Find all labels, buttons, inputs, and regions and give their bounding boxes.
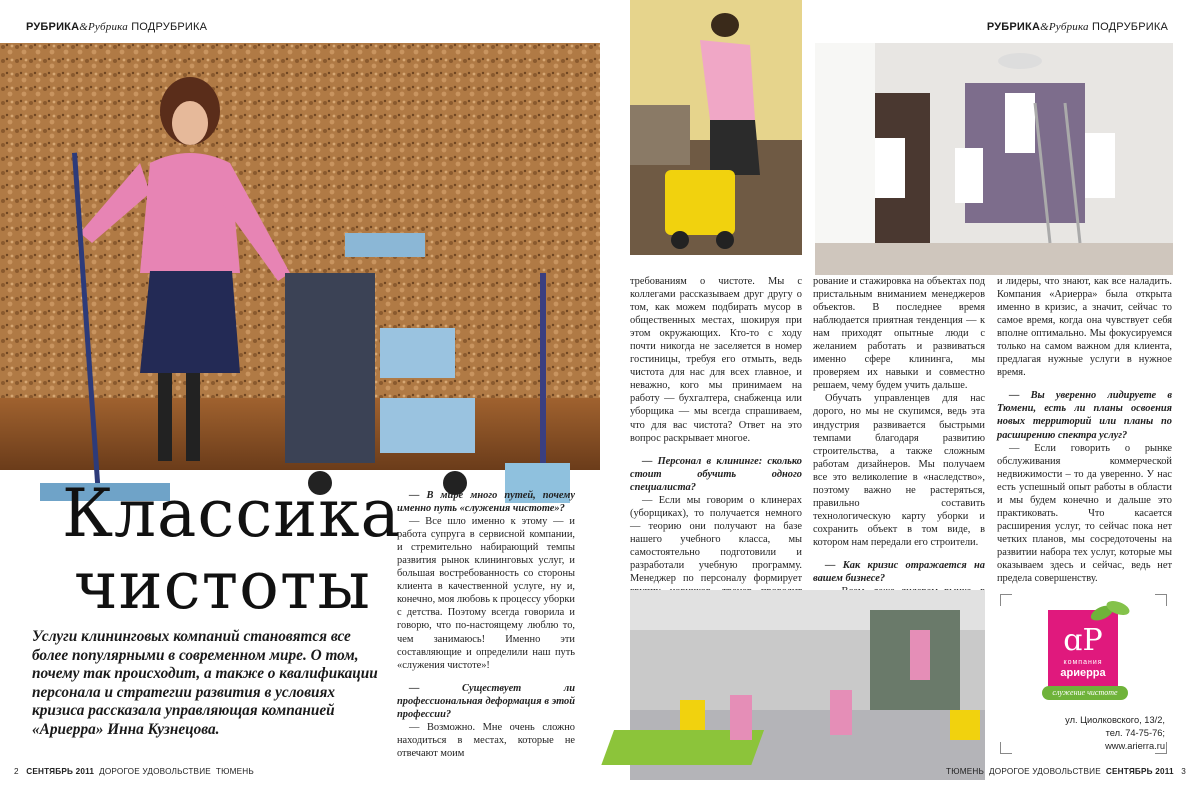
- photo-vacuum-cleaner: [630, 0, 802, 255]
- address-phone: тел. 74-75-76;: [1105, 728, 1165, 738]
- text-column-4: [997, 275, 1172, 585]
- crop-mark: [1000, 753, 1012, 754]
- interview-question: — Как кризис отражается на вашем бизнесе?: [813, 559, 985, 585]
- issue-month: СЕНТЯБРЬ 2011: [1105, 767, 1174, 776]
- interview-question: — Существует ли профессиональная деформация в этой профессии?: [397, 682, 575, 720]
- magazine-name: ДОРОГОЕ УДОВОЛЬСТВИЕ: [99, 767, 211, 776]
- photo-team-cleaning-room: [815, 43, 1173, 275]
- crop-mark: [1155, 753, 1167, 754]
- interview-question: — Вы уверенно лидируете в Тюмени, есть ли планы освоения новых территорий или планы по расширению спектра услуг?: [997, 390, 1172, 441]
- interview-paragraph: — Возможно. Мне очень сложно находиться в местах, которые не отвечают моим: [397, 721, 575, 759]
- article-lead: [32, 628, 384, 740]
- page-number: 3: [1181, 767, 1186, 776]
- photo-hall-cleaning: [630, 590, 985, 780]
- rubric-label: РУБРИКА: [26, 21, 80, 33]
- logo-slogan: служение чистоте: [1042, 686, 1128, 700]
- subrubric-label: ПОДРУБРИКА: [131, 21, 208, 33]
- text-column-2: [630, 275, 802, 585]
- rubric-header-left: [26, 21, 207, 33]
- text-column-3: [813, 275, 985, 585]
- interview-question: — Персонал в клининге: сколько стоит обучить одного специалиста?: [630, 455, 802, 493]
- article-title: [62, 475, 401, 624]
- company-address: [1000, 714, 1165, 753]
- interview-paragraph: — Если говорить о рынке обслуживания коммерческой недвижимости – то да уверенно. У нас есть успешный опыт работы в области и мы будем конечно и дальше это практиковать. Что касается расширения услуг, то сейчас пока нет четких планов, мы сосредоточены на развитии набора тех услуг, которые мы оказываем здесь и сейчас, ведь нет предела совершенству.: [997, 442, 1172, 585]
- page-number: 2: [14, 767, 19, 776]
- crop-mark: [1000, 594, 1012, 595]
- rubric-label: РУБРИКА: [986, 21, 1041, 33]
- crop-mark: [1166, 594, 1167, 606]
- rubric-amp: &Рубрика: [1040, 21, 1089, 33]
- issue-month: СЕНТЯБРЬ 2011: [26, 767, 95, 776]
- address-street: ул. Циолковского, 13/2,: [1065, 715, 1165, 725]
- footer-right: [946, 767, 1186, 776]
- lead-text: Услуги клининговых компаний становятся все более популярными в современном мире. О том, почему так происходит, а также о квалификации персонала и стратегии развития в условиях кризиса рассказала управляющая компанией «Ариерра» Инна Кузнецова.: [32, 628, 378, 738]
- main-photo: [0, 43, 600, 470]
- subrubric-label: ПОДРУБРИКА: [1092, 21, 1168, 33]
- interview-paragraph: — Если мы говорим о клинерах (уборщиках), то получается немного — теорию они получают на базе нашего учебного класса, мы самостоятельно подготовили и разработали учебную программу. Менеджер по персоналу формирует: [630, 494, 802, 585]
- text-column-1: [397, 489, 575, 759]
- logo-company-word: компания: [1063, 659, 1103, 666]
- logo-mark: ɑР: [1063, 623, 1103, 658]
- leaf-decoration-icon: [1088, 598, 1132, 624]
- interview-paragraph: Обучать управленцев для нас дорого, но мы не скупимся, ведь эта индустрия развивается быстрыми темпами благодаря развитию строительства, а также сложным работам дизайнеров. Мы получаем все это великолепие в «наследство», поэтому важно не растеряться, правильно составить технологическую карту уборки и сохранить объект в том виде, в котором нам передали его строители.: [813, 393, 985, 548]
- city-name: ТЮМЕНЬ: [215, 767, 254, 776]
- crop-mark: [1155, 594, 1167, 595]
- footer-left: [14, 767, 254, 776]
- interview-paragraph: требованиям о чистоте. Мы с коллегами рассказываем друг другу о том, как можем подбирать мусор в общественных местах, шокируя при этом окружающих. Кто-то с ходу почти никогда не заселяется в номер гостиницы, требуя его отмыть, ведь чистота для нас для всех главное, и неважно, кого мы принимаем на работу — бухгалтера, снабженца или уборщика — мы всегда спрашиваем, что для вас чистота? Ответ на это вопрос раскрывает многое.: [630, 276, 802, 444]
- title-line-2: чистоты: [74, 547, 371, 624]
- city-name: ТЮМЕНЬ: [946, 767, 985, 776]
- address-site[interactable]: www.arierra.ru: [1105, 741, 1165, 751]
- crop-mark: [1000, 594, 1001, 606]
- interview-paragraph: — Все шло именно к этому — и работа супруга в сервисной компании, и стремительно набирающий темпы развития рынок клининговых услуг, и большая востребованность со стороны клиента в качественной услуге, ну и, конечно, моя любовь к процессу уборки с детства. Поэтому всегда говорила и говорю, что по-настоящему люблю то, чем занимаюсь! Именно эти составляющие и определили наш путь «служения чистоте»!: [397, 516, 575, 671]
- logo-brand: ариерра: [1060, 667, 1106, 679]
- rubric-header-right: [987, 21, 1168, 33]
- rubric-amp: &Рубрика: [79, 21, 128, 33]
- interview-paragraph: рование и стажировка на объектах под пристальным вниманием менеджеров объектов. В последнее время наблюдается приятная тенденция — к нам приходят опытные люди с желанием работать и развиваться именно сфере клининга, мы проверяем их навыки и совместно решаем, чему будем учить дальше.: [813, 276, 985, 392]
- interview-question: — В мире много путей, почему именно путь «служения чистоте»?: [397, 490, 575, 515]
- interview-paragraph: и лидеры, что знают, как все наладить. Компания «Ариерра» была открыта именно в кризис, а значит, сейчас то самое время, когда она чувствует себя вполне оптимально. Мы фокусируемся только на самом важном для клиента, предлагая нужные услуги в нужное время.: [997, 276, 1172, 379]
- title-line-1: Классика: [62, 475, 401, 552]
- magazine-name: ДОРОГОЕ УДОВОЛЬСТВИЕ: [989, 767, 1101, 776]
